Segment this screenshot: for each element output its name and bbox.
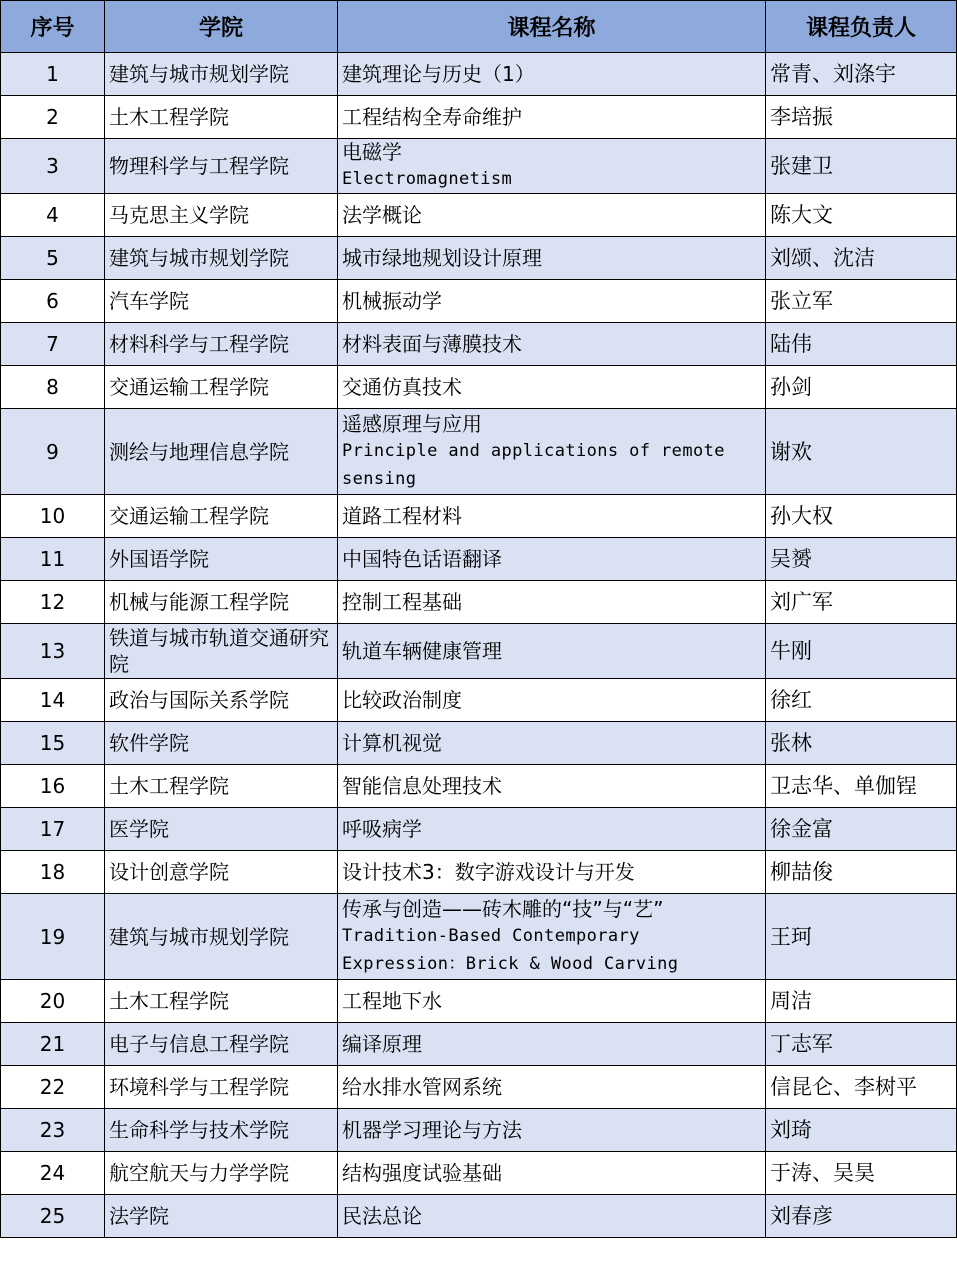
table-row [1,495,957,538]
course-cell [338,323,766,366]
row-index: 5 [1,237,105,280]
course-owner: 周洁 [766,980,957,1023]
course-cell [338,722,766,765]
course-name: 电磁学 [342,140,402,164]
college-name: 建筑与城市规划学院 [105,237,338,280]
course-cell [338,1152,766,1195]
course-owner: 陆伟 [766,323,957,366]
college-name: 航空航天与力学学院 [105,1152,338,1195]
course-cell [338,1066,766,1109]
course-owner: 徐红 [766,679,957,722]
course-cell [338,894,766,980]
college-name: 设计创意学院 [105,851,338,894]
row-index: 9 [1,409,105,495]
table-row [1,679,957,722]
row-index: 15 [1,722,105,765]
course-name-english: Principle and applications of remote sensing [342,440,725,489]
table-row [1,194,957,237]
row-index: 12 [1,581,105,624]
college-name: 医学院 [105,808,338,851]
course-name: 编译原理 [342,1032,422,1056]
course-cell [338,581,766,624]
row-index: 22 [1,1066,105,1109]
header-row [1,1,957,53]
course-cell [338,237,766,280]
table-body [1,53,957,1238]
college-name: 法学院 [105,1195,338,1238]
row-index: 3 [1,139,105,194]
college-name: 交通运输工程学院 [105,366,338,409]
course-owner: 徐金富 [766,808,957,851]
row-index: 6 [1,280,105,323]
college-name: 建筑与城市规划学院 [105,894,338,980]
row-index: 21 [1,1023,105,1066]
course-name: 民法总论 [342,1204,422,1228]
table-row [1,722,957,765]
row-index: 8 [1,366,105,409]
course-cell [338,765,766,808]
course-cell [338,53,766,96]
course-owner: 张立军 [766,280,957,323]
course-name: 比较政治制度 [342,688,462,712]
table-row [1,1023,957,1066]
course-name: 设计技术3：数字游戏设计与开发 [342,860,635,884]
table-row [1,237,957,280]
header-owner: 课程负责人 [766,1,957,53]
course-owner: 卫志华、单伽锃 [766,765,957,808]
row-index: 4 [1,194,105,237]
course-owner: 刘琦 [766,1109,957,1152]
table-row [1,1195,957,1238]
course-name: 智能信息处理技术 [342,774,502,798]
course-owner: 刘春彦 [766,1195,957,1238]
header-college: 学院 [105,1,338,53]
course-cell [338,679,766,722]
college-name: 生命科学与技术学院 [105,1109,338,1152]
course-cell [338,1109,766,1152]
header-course: 课程名称 [338,1,766,53]
course-name-english: Electromagnetism [342,169,513,189]
course-owner: 信昆仑、李树平 [766,1066,957,1109]
course-owner: 吴赟 [766,538,957,581]
table-header [1,1,957,53]
table-row [1,96,957,139]
table-row [1,1109,957,1152]
college-name: 外国语学院 [105,538,338,581]
course-cell [338,194,766,237]
table-row [1,53,957,96]
table-row [1,1066,957,1109]
course-cell [338,409,766,495]
course-cell [338,366,766,409]
course-name: 传承与创造——砖木雕的“技”与“艺” [342,896,664,921]
course-owner: 张林 [766,722,957,765]
row-index: 14 [1,679,105,722]
row-index: 20 [1,980,105,1023]
course-name: 城市绿地规划设计原理 [342,246,542,270]
college-name: 物理科学与工程学院 [105,139,338,194]
course-name: 交通仿真技术 [342,375,462,399]
row-index: 18 [1,851,105,894]
course-name: 工程地下水 [342,989,442,1013]
course-cell [338,851,766,894]
course-name: 法学概论 [342,203,422,227]
row-index: 24 [1,1152,105,1195]
college-name: 测绘与地理信息学院 [105,409,338,495]
table-row [1,139,957,194]
course-owner: 常青、刘涤宇 [766,53,957,96]
college-name: 土木工程学院 [105,96,338,139]
course-name: 建筑理论与历史（1） [342,62,535,86]
row-index: 17 [1,808,105,851]
course-name-english: Tradition-Based Contemporary Expression：Brick & Wood Carving [342,925,679,974]
course-name: 呼吸病学 [342,817,422,841]
course-owner: 刘广军 [766,581,957,624]
course-owner: 于涛、吴昊 [766,1152,957,1195]
course-cell [338,538,766,581]
college-name: 土木工程学院 [105,765,338,808]
table-row [1,409,957,495]
course-cell [338,980,766,1023]
course-cell [338,139,766,194]
row-index: 23 [1,1109,105,1152]
row-index: 11 [1,538,105,581]
table-row [1,538,957,581]
course-name: 给水排水管网系统 [342,1075,502,1099]
college-name: 土木工程学院 [105,980,338,1023]
table-row [1,624,957,679]
course-name: 材料表面与薄膜技术 [342,332,522,356]
course-owner: 李培振 [766,96,957,139]
table-row [1,1152,957,1195]
college-name: 建筑与城市规划学院 [105,53,338,96]
course-cell [338,808,766,851]
row-index: 1 [1,53,105,96]
course-name: 控制工程基础 [342,590,462,614]
table-row [1,765,957,808]
course-name: 道路工程材料 [342,504,462,528]
table-row [1,980,957,1023]
college-name: 交通运输工程学院 [105,495,338,538]
course-cell [338,96,766,139]
table-row [1,808,957,851]
table-row [1,894,957,980]
college-name: 汽车学院 [105,280,338,323]
college-name: 材料科学与工程学院 [105,323,338,366]
header-index: 序号 [1,1,105,53]
course-owner: 王珂 [766,894,957,980]
course-name: 工程结构全寿命维护 [342,105,522,129]
course-owner: 牛刚 [766,624,957,679]
course-owner: 谢欢 [766,409,957,495]
course-cell [338,280,766,323]
course-name: 机械振动学 [342,289,442,313]
college-name: 环境科学与工程学院 [105,1066,338,1109]
course-cell [338,1023,766,1066]
course-owner: 孙大权 [766,495,957,538]
college-name: 政治与国际关系学院 [105,679,338,722]
table-row [1,323,957,366]
row-index: 16 [1,765,105,808]
table-row [1,366,957,409]
row-index: 10 [1,495,105,538]
course-name: 中国特色话语翻译 [342,547,502,571]
course-owner: 丁志军 [766,1023,957,1066]
college-name: 软件学院 [105,722,338,765]
row-index: 25 [1,1195,105,1238]
course-owner: 陈大文 [766,194,957,237]
row-index: 2 [1,96,105,139]
course-name: 机器学习理论与方法 [342,1118,522,1142]
table-row [1,581,957,624]
course-cell [338,1195,766,1238]
course-cell [338,495,766,538]
college-name: 机械与能源工程学院 [105,581,338,624]
college-name: 铁道与城市轨道交通研究院 [105,624,338,679]
college-name: 马克思主义学院 [105,194,338,237]
course-owner: 张建卫 [766,139,957,194]
course-name: 遥感原理与应用 [342,411,482,436]
row-index: 13 [1,624,105,679]
course-cell [338,624,766,679]
course-name: 轨道车辆健康管理 [342,639,502,663]
table-row [1,851,957,894]
course-owner: 刘颂、沈洁 [766,237,957,280]
college-name: 电子与信息工程学院 [105,1023,338,1066]
row-index: 7 [1,323,105,366]
table-row [1,280,957,323]
course-name: 结构强度试验基础 [342,1161,502,1185]
row-index: 19 [1,894,105,980]
course-owner: 孙剑 [766,366,957,409]
course-owner: 柳喆俊 [766,851,957,894]
course-name: 计算机视觉 [342,731,442,755]
